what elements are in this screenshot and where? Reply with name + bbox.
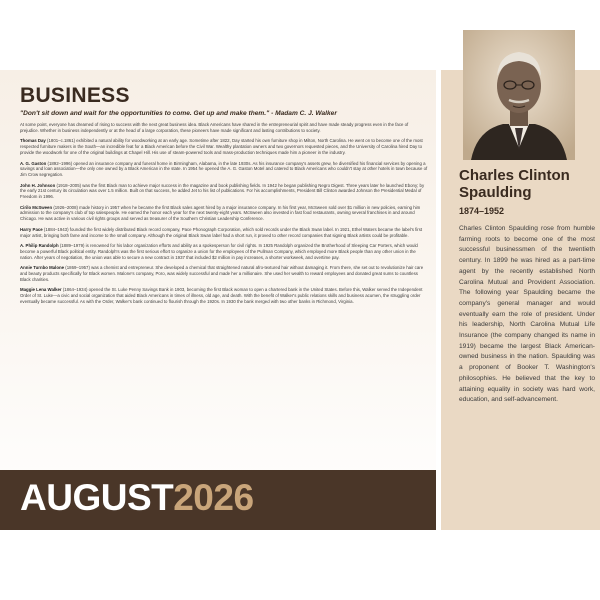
entry-text: (1801–c.1861) exhibited a natural ability for woodworking at an early age. Sometime after 1822, Day started his own furniture shop in Milton, North Carolina. He went on to become one of the most respected furniture makers in the South—an incredible feat for a Black American before the Civil War. Wealthy plantation owners and two governors requested pieces, and the University of Carolina hired Day to provide the woodwork for one of the original buildings at Chapel Hill. His use of steam-powered tools and mass-production techniques made him a pioneer in the industry.	[20, 138, 423, 155]
entry-name: Maggie Lena Walker	[20, 287, 62, 293]
entry-text: (1864–1934) opened the St. Luke Penny Savings Bank in 1903, becoming the first Black woman to open a chartered bank in the United States. Before this, Walker served the Independent Order of St. Luke—a civic and social organization that aided Black Americans in times of illness, old age, and death. With the benefit of Walker's public relations skills and business acumen, the struggling order eventually became successful. As with the Order, Walker's bank continued to flourish through the 1920s. In 1930 the bank merged with two other banks in Richmond, Virginia.	[20, 287, 423, 304]
profile-bio: Charles Clinton Spaulding rose from humble farming roots to become one of the most successful businessmen of the twentieth century. In 1899 he was hired as a part-time agent by the recently established North Carolina Mutual and Provident Association. The following year Spaulding became the company's general manager and would eventually earn the role of president. Under his leadership, North Carolina Mutual Life Insurance (the company changed its name in 1919) became the largest Black American-owned business in the nation. Spaulding was a proponent of Booker T. Washington's philosophies. He believed that the key to attaining equality in society was hard work, education, and self-advancement.	[459, 225, 595, 404]
entry-john-johnson	[20, 183, 428, 200]
intro-paragraph: At some point, everyone has dreamed of rising to success with the next great business idea. Black Americans have shared in the entrepreneurial spirit and have made steady progress even in the face of prejudice. Whether in business independently or at the head of a large corporation, these pioneers have made significant and lasting contributions to society.	[20, 122, 409, 133]
entry-thomas-day	[20, 138, 428, 155]
article-content	[20, 84, 428, 310]
entry-name: Harry Pace	[20, 226, 43, 232]
entry-text: (1889–1979) is renowned for his labor organization efforts and ability as a spokesperson for civil rights. In 1925 Randolph organized the Brotherhood of Sleeping Car Porters, which would become a powerful Black political entity. Randolph's was the first serious effort to organize a union for the employees of the Pullman Company, which employed more Black people than any other union in the nation. After years of negotiation, the union was able to secure a new contract in 1937 that included $2 million in pay increases, a shorter workweek, and overtime pay.	[20, 243, 418, 260]
entry-harry-pace	[20, 227, 428, 238]
entry-text: (1869–1957) was a chemist and entrepreneur. She developed a chemical that straightened natural afro-textured hair without damaging it. From there, she set out to revolutionize hair care and beauty products specifically for Black women. Malone's company, Poro, was widely successful and made her a millionaire. She used her wealth to reward employees and donated great sums to countless Black charities.	[20, 265, 424, 282]
entry-name: Annie Turnbo Malone	[20, 265, 65, 271]
entry-ag-gaston	[20, 161, 428, 178]
entry-name: John H. Johnson	[20, 182, 56, 188]
entry-name: A. G. Gaston	[20, 160, 47, 166]
section-title: BUSINESS	[20, 84, 130, 107]
portrait-illustration	[463, 30, 575, 160]
month-name: AUGUST	[20, 477, 174, 518]
entry-philip-randolph	[20, 243, 428, 260]
quote: "Don't sit down and wait for the opportunities to come. Get up and make them." - Madam C. J. Walker	[20, 110, 337, 117]
entry-name: Thomas Day	[20, 138, 46, 144]
profile-name: Charles Clinton Spaulding	[459, 167, 570, 201]
portrait-image	[463, 30, 575, 160]
month-year-label	[20, 475, 254, 521]
profile-years: 1874–1952	[459, 206, 505, 216]
entry-text: (1926–2008) made history in 1957 when he became the first Black sales agent hired by a major insurance company. In his first year, McSween sold over $1 million in new policies, earning him admission to the company's club of top salespeople. He earned the honor each year for the next twenty-eight years. McSween also invested in fast food restaurants, owning several franchises in and around Chicago. He was active in various civil rights groups and served as treasurer of the Southern Christian Leadership Conference.	[20, 204, 421, 222]
entry-cirilo-mcsween	[20, 205, 428, 222]
entry-text: (1918–2005) was the first Black man to achieve major success in the magazine and book publishing fields. In 1942 he began publishing Negro Digest. Three years later he launched Ebony; by the early 21st century its circulation was over 1.5 million. Built on that success, he added Jet to his list of publications. For his accomplishments, President Bill Clinton awarded Johnson the Presidential Medal of Freedom in 1996.	[20, 182, 425, 200]
year: 2026	[173, 477, 254, 518]
entry-text: (1884–1943) founded the first widely distributed Black record company, Pace Phonograph Corporation, which sold records under the Black Swan label. In 1921, Ethel Waters became the label's first major artist, bringing both fame and income to the small company. Although the original Black Swan label had a short run, it proved to other record companies that signing Black artists could be profitable.	[20, 226, 423, 238]
entry-maggie-walker	[20, 287, 428, 304]
entry-name: A. Philip Randolph	[20, 243, 59, 249]
entry-annie-malone	[20, 265, 428, 282]
article-panel	[0, 70, 436, 530]
entry-name: Cirilo McSween	[20, 204, 53, 210]
entry-text: (1892–1996) opened an insurance company and funeral home in Birmingham, Alabama, in the late 1930s. As his insurance company's assets grew, he diversified his financial services by opening a savings and loan association—the only one owned by a Black American in the state. In 1954 he opened the A. G. Gaston Motel and catered to Black Americans who couldn't stay at other hotels in town because of Jim Crow segregation.	[20, 160, 428, 177]
